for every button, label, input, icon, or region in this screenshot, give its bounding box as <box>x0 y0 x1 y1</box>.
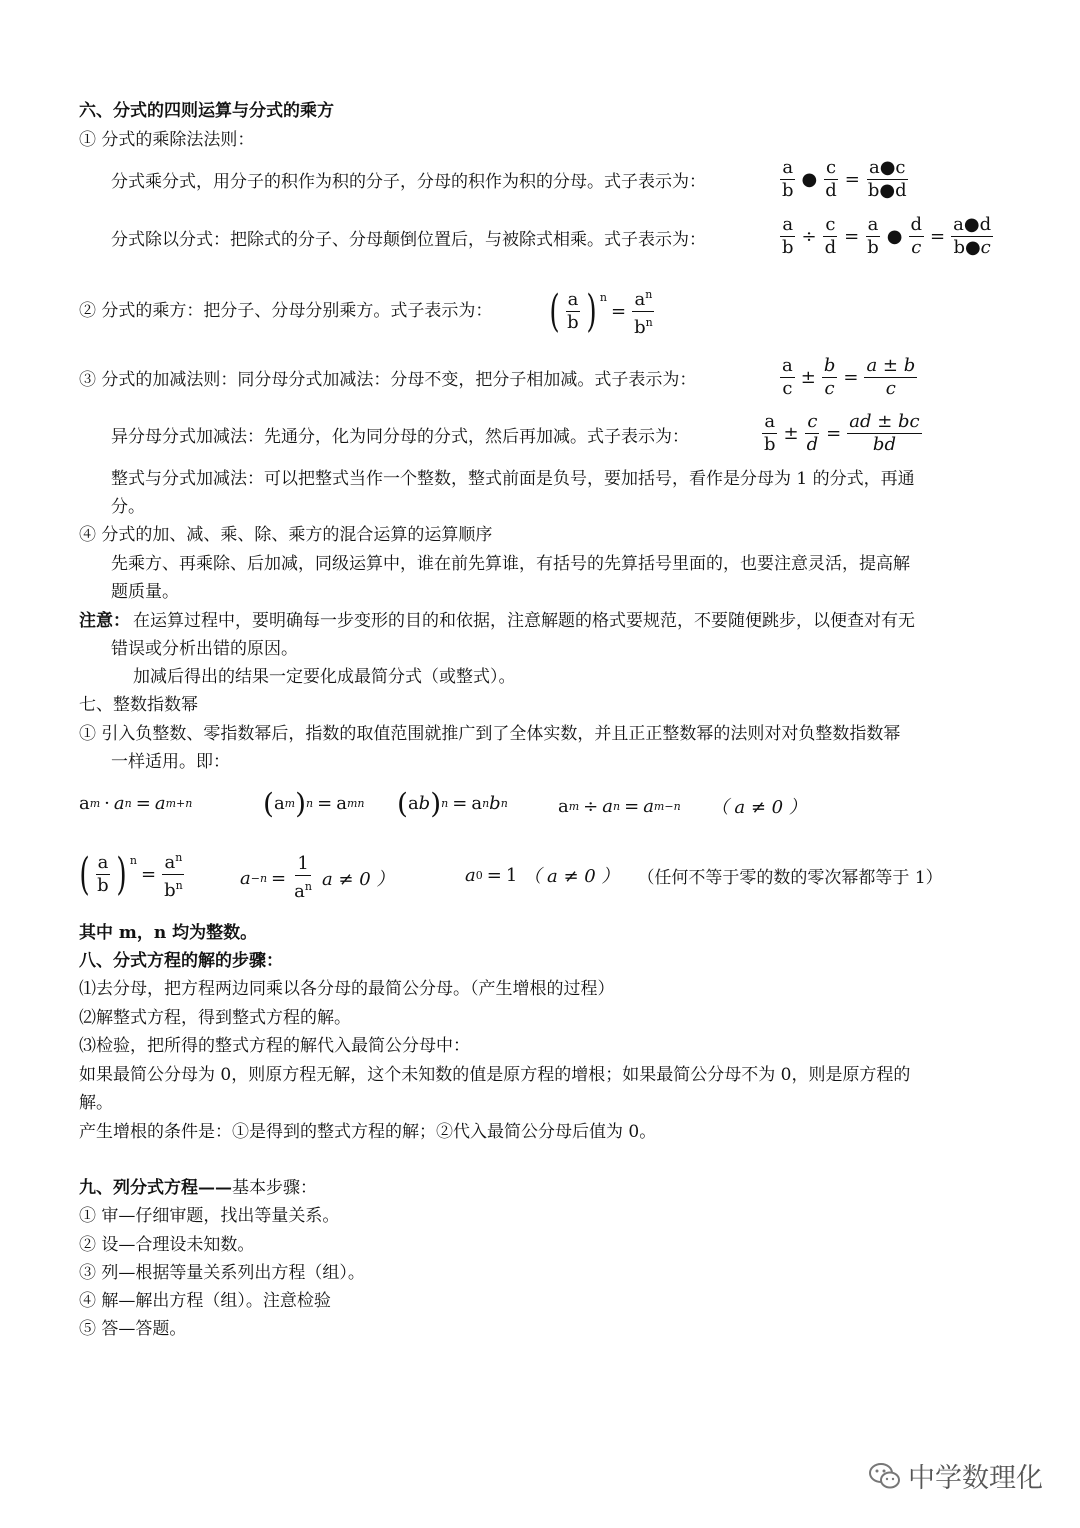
formula-divide: $\frac{a}{b}$ ÷ $\frac{c}{d}$ = $\frac{a}{b}$ ● $\frac{d}{c}$ = $\frac{a●d}{b●c}$ <box>782 214 992 258</box>
formula-power: ( $\frac{a}{b}$ ) $^n$ = $\frac{a^n}{b^n}$ <box>549 285 653 338</box>
section-6-title: 六、分式的四则运算与分式的乘方 <box>79 101 334 121</box>
s6-integer-add-2: 分。 <box>111 497 145 517</box>
watermark-text: 中学数理化 <box>908 1463 1043 1494</box>
mn-integers: 其中 m，n 均为整数。 <box>79 923 258 943</box>
formula-frac-power: ( $\frac{a}{b}$ ) $^n$ = $\frac{a^n}{b^n}$ <box>79 848 183 901</box>
watermark <box>868 1456 1043 1495</box>
section-8-title: 八、分式方程的解的步骤： <box>79 951 283 971</box>
note-line-3: 加减后得出的结果一定要化成最简分式（或整式）。 <box>133 667 516 687</box>
cond-neg: a ≠ 0 ） <box>321 869 395 890</box>
s6-multiply-rule: 分式乘分式，用分子的积作为积的分子，分母的积作为积的分母。式子表示为： <box>111 172 706 192</box>
formula-add-diff: $\frac{a}{b}$ ± $\frac{c}{d}$ = $\frac{ad \pm bc}{bd}$ <box>764 411 920 455</box>
s6-divide-rule: 分式除以分式：把除式的分子、分母颠倒位置后，与被除式相乘。式子表示为： <box>111 230 706 250</box>
s6-integer-add-1: 整式与分式加减法：可以把整式当作一个整数，整式前面是负号，要加括号，看作是分母为 1 的分式，再通 <box>111 469 915 489</box>
formula-exp-mult: a m · a n = a m+n <box>79 793 193 814</box>
s7-point1-2: 一样适用。即： <box>111 752 230 772</box>
s8-step-1: ⑴去分母，把方程两边同乘以各分母的最简公分母。（产生增根的过程） <box>79 979 615 999</box>
note-label: 注意： <box>79 611 130 631</box>
note-line-1: 在运算过程中，要明确每一步变形的目的和依据，注意解题的格式要规范，不要随便跳步，以便查对有无 <box>133 611 915 631</box>
formula-exp-divide: a m ÷ a n = a m−n （ a ≠ 0 ） <box>558 793 807 819</box>
s6-point3-add: ③ 分式的加减法则：同分母分式加减法：分母不变，把分子相加减。式子表示为： <box>79 370 697 390</box>
s6-point2-power: ② 分式的乘方：把分子、分母分别乘方。式子表示为： <box>79 301 493 321</box>
s9-item-3: ③ 列—根据等量关系列出方程（组）。 <box>79 1263 365 1283</box>
s8-check-1: 如果最简公分母为 0，则原方程无解，这个未知数的值是原方程的增根；如果最简公分母不为 0，则是原方程的 <box>79 1065 911 1085</box>
s9-item-4: ④ 解—解出方程（组）。注意检验 <box>79 1291 331 1311</box>
formula-multiply: $\frac{a}{b}$ ● $\frac{c}{d}$ = $\frac{a●c}{b●d}$ <box>782 157 907 201</box>
s6-order-1: 先乘方、再乘除、后加减，同级运算中，谁在前先算谁，有括号的先算括号里面的，也要注意灵活，提高解 <box>111 554 910 574</box>
zero-note: （任何不等于零的数的零次幂都等于 1） <box>637 867 943 888</box>
cond-a-nonzero: （ a ≠ 0 ） <box>710 797 807 818</box>
s8-step-3: ⑶检验，把所得的整式方程的解代入最简公分母中： <box>79 1036 470 1056</box>
s9-item-5: ⑤ 答—答题。 <box>79 1319 187 1339</box>
s6-point1-label: ① 分式的乘除法法则： <box>79 130 255 150</box>
s7-point1-1: ① 引入负整数、零指数幂后，指数的取值范围就推广到了全体实数，并且正正整数幂的法则对对负整数指数幂 <box>79 724 901 744</box>
formula-exp-product: ( a b ) n = a n b n <box>397 787 508 820</box>
s9-item-1: ① 审—仔细审题，找出等量关系。 <box>79 1206 340 1226</box>
s8-check-2: 解。 <box>79 1093 113 1113</box>
formula-add-same: $\frac{a}{c}$ ± $\frac{b}{c}$ = $\frac{a \pm b}{c}$ <box>782 355 916 399</box>
s6-order-2: 题质量。 <box>111 582 179 602</box>
s9-title-rest: 基本步骤： <box>232 1178 317 1198</box>
s9-title-bold: 九、列分式方程—— <box>79 1178 232 1198</box>
cond-zero: （ a ≠ 0 ） <box>523 866 620 887</box>
formula-exp-power: ( a m ) n = a mn <box>263 787 365 820</box>
s8-step-2: ⑵解整式方程，得到整式方程的解。 <box>79 1008 351 1028</box>
s6-add-different: 异分母分式加减法：先通分，化为同分母的分式，然后再加减。式子表示为： <box>111 427 689 447</box>
formula-negative-exp: a −n = $\frac{1}{a^n}$ a ≠ 0 ） <box>240 853 395 902</box>
s6-point4-order: ④ 分式的加、减、乘、除、乘方的混合运算的运算顺序 <box>79 525 493 545</box>
section-7-title: 七、整数指数幂 <box>79 695 198 715</box>
section-9-title <box>79 1176 317 1200</box>
wechat-icon <box>868 1461 902 1491</box>
s8-extraneous-cond: 产生增根的条件是：①是得到的整式方程的解；②代入最简公分母后值为 0。 <box>79 1122 657 1142</box>
note-line-2: 错误或分析出错的原因。 <box>111 639 298 659</box>
formula-zero-exp: a 0 = 1 （ a ≠ 0 ） （任何不等于零的数的零次幂都等于 1） <box>465 862 943 888</box>
s9-item-2: ② 设—合理设未知数。 <box>79 1235 255 1255</box>
